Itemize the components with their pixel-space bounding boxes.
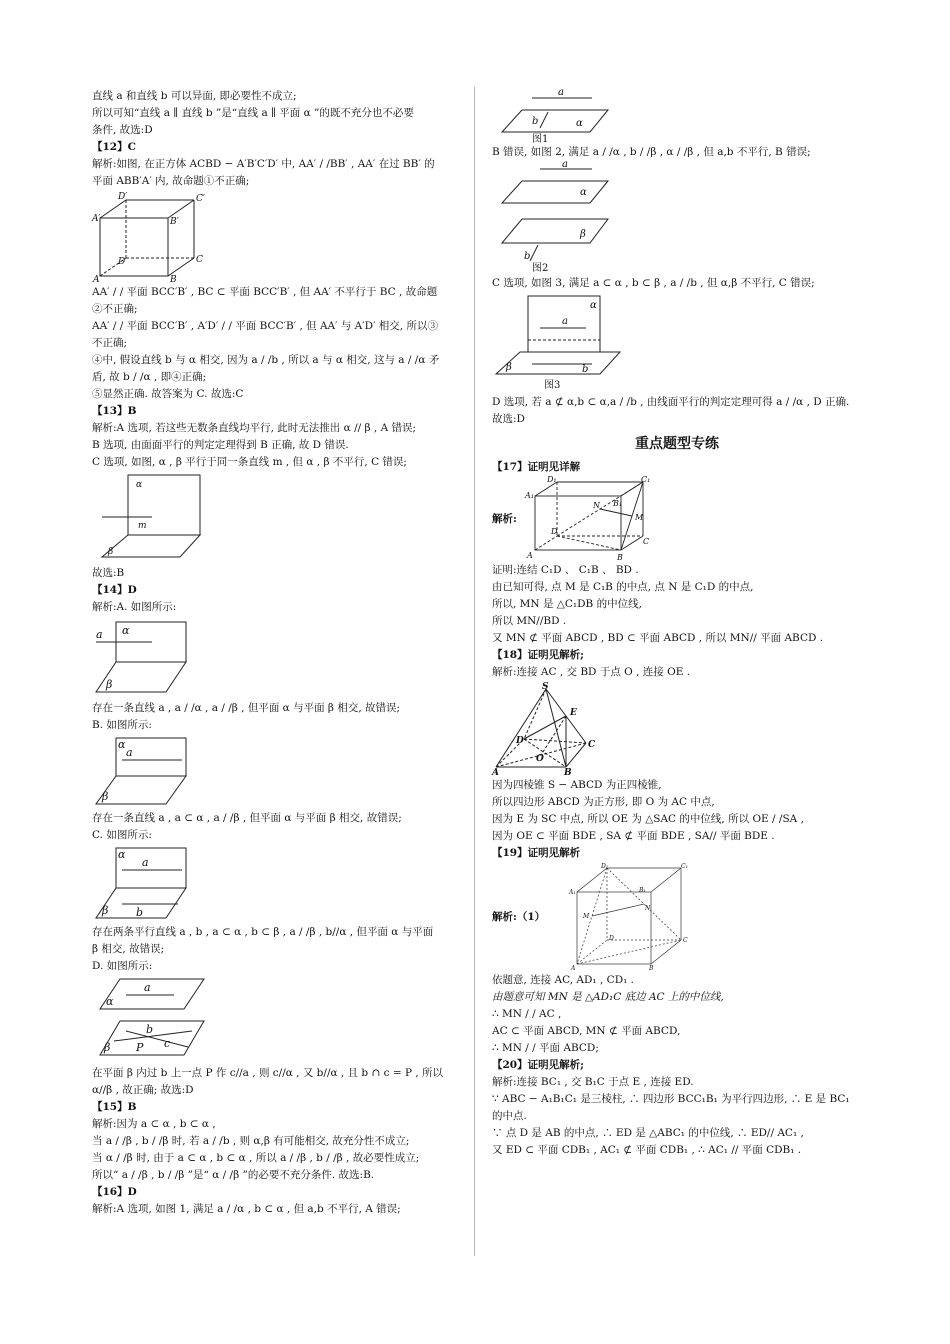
text-line: 所以可知“直线 a ∥ 直线 b ”是“直线 a ∥ 平面 α ”的既不充分也不必要 (92, 107, 414, 119)
figD-p: P (136, 1041, 144, 1054)
cube-figure (92, 192, 222, 285)
fig19-d1: D₁ (601, 863, 609, 870)
text-line: 条件, 故选:D (92, 124, 153, 136)
text-line: 解析:如图, 在正方体 ACBD − A′B′C′D′ 中, AA′ / /BB′ , AA′ 在过 BB′ 的 (92, 158, 435, 170)
text-line: 盾, 故 b / /α , 即④正确; (92, 371, 207, 383)
fig18-e: E (570, 708, 577, 718)
answer-16: 【16】D (92, 1186, 137, 1198)
text-line: 故选:B (92, 567, 125, 579)
fig13-m: m (138, 521, 147, 531)
fig19-c1: C₁ (681, 863, 689, 870)
figB-beta: β (102, 790, 109, 803)
figure-13 (92, 473, 212, 563)
figA-beta: β (106, 678, 113, 691)
text-line: AA′ / / 平面 BCC′B′ , BC ⊂ 平面 BCC′B′ , 但 AA′ 不平行于 BC , 故命题 (92, 286, 438, 298)
fig17-n: N (592, 501, 600, 510)
fig17-d1: D₁ (546, 475, 557, 484)
answer-15: 【15】B (92, 1101, 137, 1113)
text-line: 在平面 β 内过 b 上一点 P 作 c//a , 则 c//α , 又 b//α , 且 b ∩ c = P , 所以 (92, 1067, 444, 1079)
answer-18: 【18】证明见解析; (492, 649, 584, 661)
text-line: 因为四棱锥 S − ABCD 为正四棱锥, (492, 779, 662, 791)
fig19-n: N (645, 905, 651, 912)
figC-a: a (142, 856, 149, 869)
cube-label-b: B (170, 275, 177, 285)
text-line: 解析:连接 AC , 交 BD 于点 O , 连接 OE . (492, 666, 691, 678)
text-line: C. 如图所示: (92, 829, 152, 841)
fig18-s: S (542, 682, 549, 692)
text-line: D 选项, 若 a ⊄ α,b ⊂ α,a / /b , 由线面平行的判定定理可得 a / /α , D 正确. (492, 396, 850, 408)
text-line: 的中点. (492, 1110, 527, 1122)
fig17-b: B (616, 553, 623, 562)
figC-alpha: α (118, 848, 126, 861)
text-line: B 选项, 由面面平行的判定定理得到 B 正确, 故 D 错误. (92, 439, 349, 451)
answer-12: 【12】C (92, 141, 136, 153)
text-line: 因为 E 为 SC 中点, 所以 OE 为 △SAC 的中位线, 所以 OE / /SA , (492, 813, 804, 825)
text-line: 由已知可得, 点 M 是 C₁B 的中点, 点 N 是 C₁D 的中点, (492, 581, 754, 593)
figA-alpha: α (122, 624, 130, 637)
figB-alpha: α (118, 738, 126, 751)
figD-b: b (146, 1023, 154, 1036)
text-line: ②不正确; (92, 303, 138, 315)
text-line: 故选:D (492, 413, 525, 425)
figure-16-1 (492, 86, 612, 145)
text-line: 所以 MN//BD . (492, 615, 567, 627)
fig17-m: M (634, 513, 644, 522)
cube-label-ap: A′ (92, 214, 101, 224)
text-line: 存在两条平行直线 a , b , a ⊂ α , b ⊂ β , a / /β , b//α , 但平面 α 与平面 (92, 926, 434, 938)
figC-beta: β (102, 904, 109, 917)
figure-18 (492, 682, 612, 778)
answer-13: 【13】B (92, 405, 137, 417)
cube-label-bp: B′ (170, 217, 179, 227)
analysis-label: 解析:（1） (492, 910, 546, 923)
right-column (492, 84, 862, 1159)
text-line: 直线 a 和直线 b 可以异面, 即必要性不成立; (92, 90, 297, 102)
text-line: C 选项, 如图 3, 满足 a ⊂ α , b ⊂ β , a / /b , 但 α,β 不平行, C 错误; (492, 277, 815, 289)
figure-19 (569, 862, 699, 972)
text-line: 又 MN ⊄ 平面 ABCD , BD ⊂ 平面 ABCD , 所以 MN// 平面 ABCD . (492, 632, 824, 644)
fig2-beta: β (580, 229, 586, 240)
fig2-a: a (562, 159, 568, 170)
fig17-d: D (550, 527, 558, 536)
cube-label-cp: C′ (196, 194, 205, 204)
text-line: α//β , 故正确; 故选:D (92, 1084, 194, 1096)
figD-a: a (144, 981, 151, 994)
text-line: 平面 ABB′A′ 内, 故命题①不正确; (92, 175, 250, 187)
text-line: 解析:连接 BC₁ , 交 B₁C 于点 E , 连接 ED. (492, 1076, 694, 1088)
figure-14b (92, 736, 202, 808)
fig19-c: C (683, 937, 688, 944)
fig2-caption: 图2 (532, 263, 549, 274)
fig18-a: A (492, 768, 499, 778)
fig18-o: O (536, 754, 544, 764)
fig18-b: B (564, 768, 572, 778)
fig13-alpha: α (136, 480, 143, 490)
text-line: 当 α / /β 时, 由于 a ⊂ α , b ⊂ α , 所以 a / /β , b / /β , 故必要性成立; (92, 1152, 420, 1164)
fig13-beta: β (108, 547, 114, 557)
text-line: B. 如图所示: (92, 719, 152, 731)
answer-17: 【17】证明见详解 (492, 461, 581, 473)
fig3-b: b (582, 364, 589, 375)
text-line: AA′ / / 平面 BCC′B′ , A′D′ / / 平面 BCC′B′ , 但 AA′ 与 A′D′ 相交, 所以③ (92, 320, 438, 332)
text-line: 当 a / /β , b / /β 时, 若 a / /b , 则 α,β 有可能相交, 故充分性不成立; (92, 1135, 410, 1147)
fig19-b1: B₁ (639, 887, 647, 894)
fig19-b: B (649, 965, 654, 972)
figure-16-3 (492, 294, 632, 392)
fig18-c: C (588, 740, 596, 750)
answer-14: 【14】D (92, 584, 137, 596)
fig19-d: D (609, 935, 614, 942)
figC-b: b (136, 906, 144, 919)
text-line: 不正确; (92, 337, 128, 349)
fig3-alpha: α (590, 300, 597, 311)
text-line: ∴ MN / / AC , (492, 1008, 562, 1020)
text-line: 因为 OE ⊂ 平面 BDE , SA ⊄ 平面 BDE , SA// 平面 BDE . (492, 830, 775, 842)
text-line: 解析:A. 如图所示: (92, 601, 177, 613)
fig2-alpha: α (580, 187, 587, 198)
analysis-label: 解析: (492, 512, 517, 525)
text-line: 依题意, 连接 AC, AD₁ , CD₁ . (492, 974, 634, 986)
text-line: 由题意可知 MN 是 △AD₁C 底边 AC 上的中位线, (492, 991, 724, 1003)
cube-label-a: A (93, 275, 100, 285)
figure-14a (92, 618, 202, 698)
section-title: 重点题型专练 (635, 436, 719, 452)
fig1-b: b (532, 116, 539, 127)
figA-a: a (96, 628, 103, 641)
text-line: 又 ED ⊂ 平面 CDB₁ , AC₁ ⊄ 平面 CDB₁ , ∴ AC₁ // 平面 CDB₁ . (492, 1144, 802, 1156)
text-line: 存在一条直线 a , a / /α , a / /β , 但平面 α 与平面 β 相交, 故错误; (92, 702, 401, 714)
column-divider (474, 86, 475, 1256)
fig1-caption: 图1 (532, 134, 549, 145)
text-line: 证明:连结 C₁D 、 C₁B 、 BD . (492, 564, 639, 576)
text-line: β 相交, 故错误; (92, 943, 165, 955)
text-line: 解析:因为 a ⊂ α , b ⊂ α , (92, 1118, 216, 1130)
text-line: 存在一条直线 a , a ⊂ α , a / /β , 但平面 α 与平面 β 相交, 故错误; (92, 812, 402, 824)
text-line: ④中, 假设直线 b 与 α 相交, 因为 a / /b , 所以 a 与 α 相交, 这与 a / /α 矛 (92, 354, 440, 366)
fig18-d: D (516, 736, 524, 746)
text-line: ⑤显然正确. 故答案为 C. 故选:C (92, 388, 244, 400)
fig17-a: A (526, 551, 533, 560)
answer-20: 【20】证明见解析; (492, 1059, 584, 1071)
left-column (92, 88, 460, 1218)
fig17-b1: B₁ (612, 499, 622, 508)
fig19-a1: A₁ (569, 889, 576, 896)
text-line: C 选项, 如图, α , β 平行于同一条直线 m , 但 α , β 不平行, C 错误; (92, 456, 407, 468)
text-line: 解析:A 选项, 若这些无数条直线均平行, 此时无法推出 α // β , A 错误; (92, 422, 417, 434)
fig19-m: M (583, 913, 590, 920)
figure-14c (92, 846, 202, 922)
answer-19: 【19】证明见解析 (492, 847, 581, 859)
fig3-caption: 图3 (544, 380, 561, 391)
figD-beta: β (104, 1041, 111, 1054)
text-line: 解析:A 选项, 如图 1, 满足 a / /α , b ⊂ α , 但 a,b 不平行, A 错误; (92, 1203, 401, 1215)
fig2-b: b (524, 251, 531, 262)
figure-14d (92, 977, 212, 1063)
text-line: ∵ 点 D 是 AB 的中点, ∴ ED 是 △ABC₁ 的中位线, ∴ ED// AC₁ , (492, 1127, 804, 1139)
fig1-a: a (558, 87, 564, 98)
cube-label-d: D (118, 257, 126, 267)
figD-c: c (164, 1037, 171, 1050)
cube-label-c: C (196, 255, 203, 265)
text-line: 所以四边形 ABCD 为正方形, 即 O 为 AC 中点, (492, 796, 715, 808)
fig17-c: C (642, 537, 650, 546)
fig17-c1: C₁ (640, 475, 651, 484)
figure-16-2 (492, 159, 612, 274)
text-line: ∴ MN / / 平面 ABCD; (492, 1042, 599, 1054)
fig19-a: A (571, 965, 576, 972)
cube-label-dp: D′ (118, 192, 128, 202)
figD-alpha: α (106, 995, 114, 1008)
text-line: 所以, MN 是 △C₁DB 的中位线, (492, 598, 642, 610)
text-line: ∵ ABC − A₁B₁C₁ 是三棱柱, ∴ 四边形 BCC₁B₁ 为平行四边形, ∴ E 是 BC₁ (492, 1093, 850, 1105)
fig17-a1: A₁ (524, 491, 534, 500)
figB-a: a (126, 746, 133, 759)
fig3-a: a (562, 316, 568, 327)
text-line: AC ⊂ 平面 ABCD, MN ⊄ 平面 ABCD, (492, 1025, 681, 1037)
text-line: B 错误, 如图 2, 满足 a / /α , b / /β , α / /β , 但 a,b 不平行, B 错误; (492, 146, 811, 158)
fig1-alpha: α (576, 118, 583, 129)
fig3-beta: β (506, 362, 512, 373)
text-line: 所以“ a / /β , b / /β ”是“ α / /β ”的必要不充分条件. 故选:B. (92, 1169, 375, 1181)
text-line: D. 如图所示: (92, 960, 153, 972)
figure-17 (517, 475, 651, 562)
